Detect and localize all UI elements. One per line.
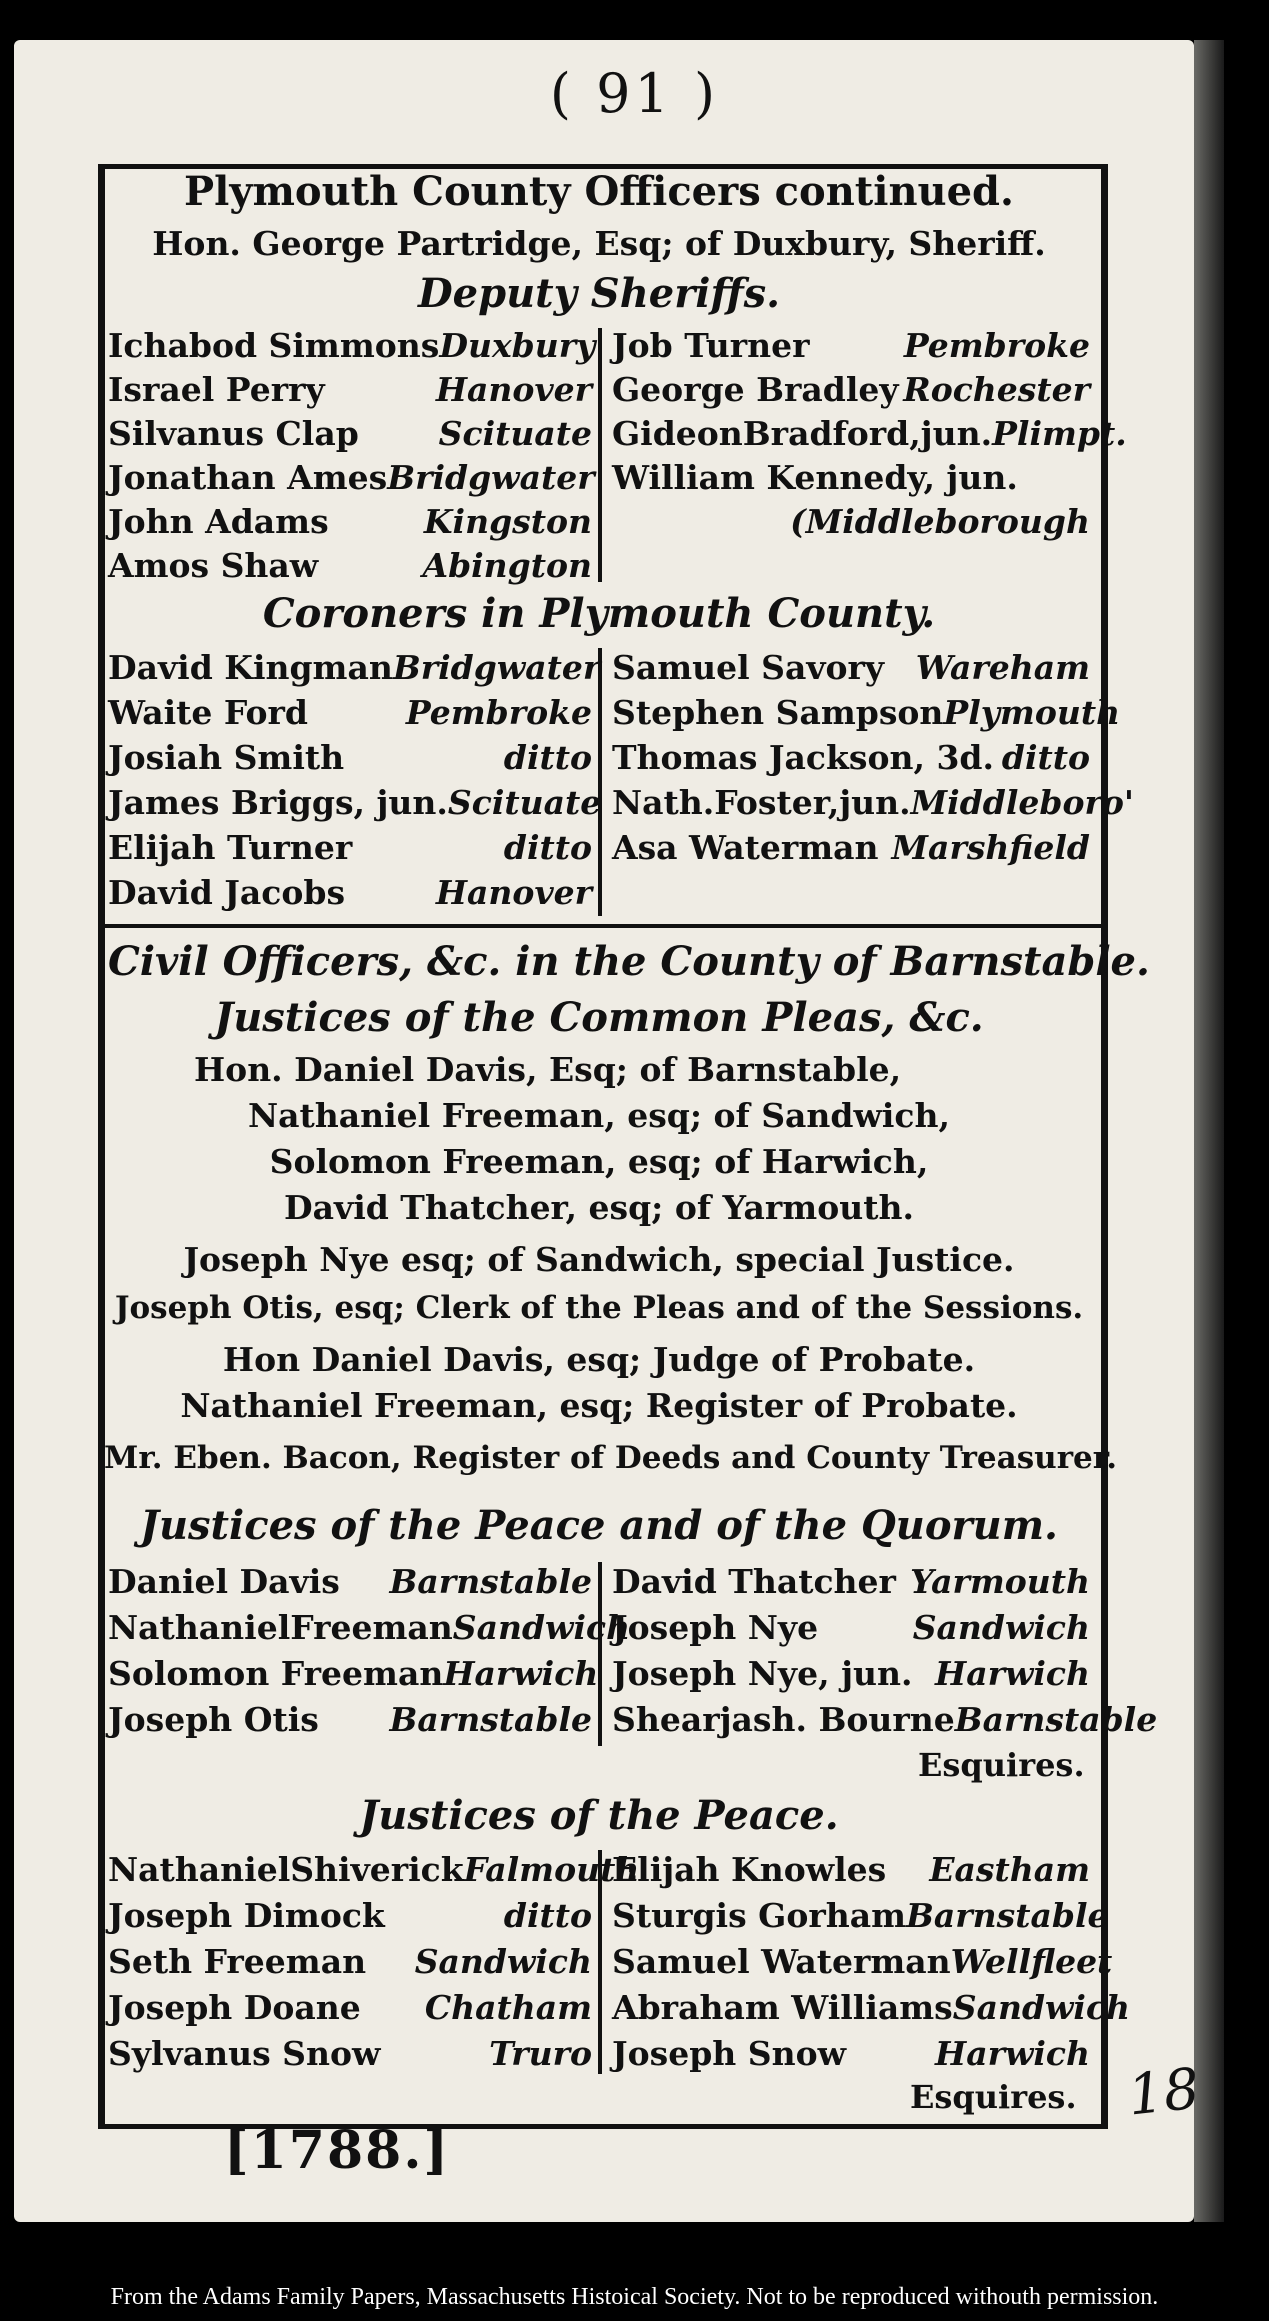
list-item: David Kingman Bridgwater <box>108 648 601 687</box>
section-divider <box>98 924 1108 928</box>
list-item: Sylvanus Snow Truro <box>108 2034 592 2073</box>
section-title-barnstable: Civil Officers, &c. in the County of Barnstable. <box>108 938 1150 985</box>
list-item: Nath.Foster,jun. Middleboro' <box>612 783 1134 822</box>
list-item: Daniel Davis Barnstable <box>108 1562 592 1601</box>
list-item: Asa Waterman Marshfield <box>612 828 1090 867</box>
column-divider <box>598 1562 602 1746</box>
list-item: Jonathan Ames Bridgwater <box>108 458 595 497</box>
list-item: Joseph Doane Chatham <box>108 1988 592 2027</box>
list-item: NathanielShiverick Falmouth <box>108 1850 640 1889</box>
common-pleas-line: Nathaniel Freeman, esq; of Sandwich, <box>247 1096 951 1135</box>
page-edge-shadow <box>1194 40 1224 2222</box>
list-item: Joseph Otis Barnstable <box>108 1700 592 1739</box>
list-item: Silvanus Clap Scituate <box>108 414 592 453</box>
column-divider <box>598 328 602 582</box>
coroners-heading: Coroners in Plymouth County. <box>262 590 936 637</box>
list-item: Shearjash. Bourne Barnstable <box>612 1700 1158 1739</box>
section-title-plymouth: Plymouth County Officers continued. <box>184 168 1014 215</box>
list-item: David Thatcher Yarmouth <box>612 1562 1090 1601</box>
common-pleas-line: Solomon Freeman, esq; of Harwich, <box>269 1142 929 1181</box>
list-item: Israel Perry Hanover <box>108 370 592 409</box>
pencil-annotation: 18 <box>1124 2056 1203 2129</box>
list-item: Abraham Williams Sandwich <box>612 1988 1131 2027</box>
list-item: Ichabod Simmons Duxbury <box>108 326 596 365</box>
peace-heading: Justices of the Peace. <box>359 1792 839 1839</box>
list-item: Joseph Dimock ditto <box>108 1896 592 1935</box>
list-item: Job Turner Pembroke <box>612 326 1090 365</box>
list-item: (Middleborough <box>790 502 1090 541</box>
list-item: Samuel Savory Wareham <box>612 648 1090 687</box>
list-item: Stephen Sampson Plymouth <box>612 693 1121 732</box>
list-item: Solomon Freeman Harwich <box>108 1654 599 1693</box>
list-item: GideonBradford,jun. Plimpt. <box>612 414 1127 453</box>
deputy-sheriffs-heading: Deputy Sheriffs. <box>417 270 781 317</box>
list-item: Waite Ford Pembroke <box>108 693 592 732</box>
list-item: David Jacobs Hanover <box>108 873 592 912</box>
copyright-footer: From the Adams Family Papers, Massachusetts Histoical Society. Not to be reproduced withouth permission. <box>110 2284 1159 2310</box>
list-item: Samuel Waterman Wellfleet <box>612 1942 1113 1981</box>
register-probate-line: Nathaniel Freeman, esq; Register of Probate. <box>180 1386 1018 1425</box>
special-justice-line: Joseph Nye esq; of Sandwich, special Justice. <box>183 1240 1015 1279</box>
page-number: ( 91 ) <box>549 62 720 125</box>
list-item: Joseph Snow Harwich <box>612 2034 1090 2073</box>
common-pleas-heading: Justices of the Common Pleas, &c. <box>214 994 984 1041</box>
list-item: Elijah Knowles Eastham <box>612 1850 1090 1889</box>
column-divider <box>598 648 602 916</box>
list-item: Josiah Smith ditto <box>108 738 592 777</box>
common-pleas-line: David Thatcher, esq; of Yarmouth. <box>284 1188 914 1227</box>
list-item: Joseph Nye Sandwich <box>612 1608 1090 1647</box>
list-item: Seth Freeman Sandwich <box>108 1942 592 1981</box>
list-item: NathanielFreeman Sandwich <box>108 1608 631 1647</box>
judge-probate-line: Hon Daniel Davis, esq; Judge of Probate. <box>222 1340 976 1379</box>
list-item: Thomas Jackson, 3d. ditto <box>612 738 1090 777</box>
year-stamp: [1788.] <box>224 2120 451 2181</box>
list-item: George Bradley Rochester <box>612 370 1090 409</box>
list-item: James Briggs, jun. Scituate <box>108 783 602 822</box>
register-deeds-line: Mr. Eben. Bacon, Register of Deeds and County Treasurer. <box>104 1440 1118 1476</box>
sheriff-line: Hon. George Partridge, Esq; of Duxbury, Sheriff. <box>152 224 1046 263</box>
list-item: Elijah Turner ditto <box>108 828 592 867</box>
quorum-esquires: Esquires. <box>918 1746 1085 1784</box>
list-item: John Adams Kingston <box>108 502 592 541</box>
list-item: Sturgis Gorham Barnstable <box>612 1896 1109 1935</box>
list-item: William Kennedy, jun. <box>612 458 1018 497</box>
list-item: Joseph Nye, jun. Harwich <box>612 1654 1090 1693</box>
common-pleas-line: Hon. Daniel Davis, Esq; of Barnstable, <box>194 1050 902 1089</box>
quorum-heading: Justices of the Peace and of the Quorum. <box>140 1502 1058 1549</box>
clerk-line: Joseph Otis, esq; Clerk of the Pleas and of the Sessions. <box>114 1290 1084 1326</box>
peace-esquires: Esquires. <box>910 2078 1077 2116</box>
list-item: Amos Shaw Abington <box>108 546 592 585</box>
